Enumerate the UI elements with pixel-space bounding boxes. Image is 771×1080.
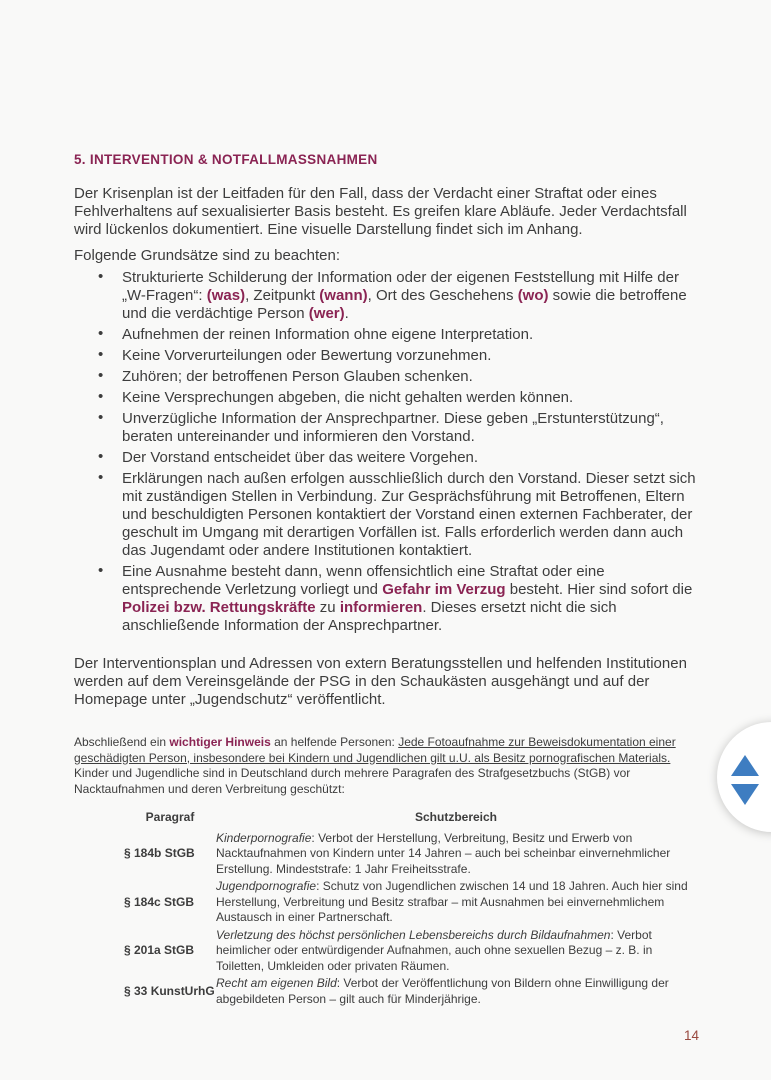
text-segment: . [344, 305, 349, 322]
text-segment: : Verbot der Herstellung, Verbreitung, Besitz und Erwerb von Nacktaufnahmen von Kindern unter 14 Jahren – auch bei scheinbar einvernehmlicher Erstellung. Mindeststrafe: 1 Jahr Freiheitsstrafe. [216, 830, 671, 876]
row-paragraph-label: § 201a StGB [124, 943, 195, 957]
text-segment: , Ort des Geschehens [367, 287, 518, 304]
scroll-down-icon[interactable] [731, 784, 759, 805]
text-segment: Erklärungen nach außen erfolgen ausschließlich durch den Vorstand. Dieser setzt sich mit zuständigen Stellen in Verbindung. Zur Gesprächsführung mit Betroffenen, Eltern und beschuldigten Personen kontaktiert der Vorstand einen externen Fachberater, der geschult im Umgang mit derartigen Vorfällen ist. Falls erforderlich werden dann auch das Jugendamt oder andere Institutionen kontaktiert. [122, 470, 696, 559]
header-cell-paragraf: Paragraf [145, 810, 195, 824]
intro-paragraph: Der Krisenplan ist der Leitfaden für den Fall, dass der Verdacht einer Straftat oder eines Fehlverhaltens auf sexualisierter Basis besteht. Es greifen klare Abläufe. Jeder Verdachtsfall wird lückenlos dokumentiert. Eine visuelle Darstellung findet sich im Anhang. [74, 185, 687, 238]
text-segment: Der Vorstand entscheidet über das weitere Vorgehen. [122, 449, 479, 466]
text-segment: Keine Versprechungen abgeben, die nicht gehalten werden können. [122, 389, 574, 406]
principles-lead-in: Folgende Grundsätze sind zu beachten: [74, 247, 341, 264]
text-segment: Recht am eigenen Bild [216, 976, 337, 990]
row-description [216, 928, 696, 975]
table-row [124, 879, 696, 926]
text-segment: Verletzung des höchst persönlichen Lebensbereichs durch Bildaufnahmen [216, 927, 611, 942]
row-paragraph-label: § 184c StGB [124, 894, 195, 909]
list-item [74, 410, 699, 446]
notice-paragraph [74, 735, 699, 797]
text-segment: besteht. Hier sind sofort die [505, 581, 693, 598]
text-segment: Aufnehmen der reinen Information ohne eigene Interpretation. [122, 326, 534, 343]
row-description [216, 879, 696, 926]
text-segment: Gefahr im Verzug [382, 581, 506, 598]
principles-list [74, 269, 699, 635]
text-segment: wichtiger Hinweis [169, 735, 271, 749]
table-row [124, 831, 696, 878]
text-segment: sowie die betroffene und die verdächtige Person [122, 287, 687, 322]
text-segment: Jugendpornografie [216, 879, 317, 893]
list-item [74, 326, 699, 344]
text-segment: , Zeitpunkt [245, 287, 320, 304]
list-item [74, 368, 699, 386]
text-segment: (wo) [517, 287, 549, 304]
text-segment: Strukturierte Schilderung der Information oder der eigenen Feststellung mit Hilfe der „W-Fragen“: [122, 269, 679, 304]
table-row [124, 928, 696, 975]
text-segment: : Schutz von Jugendlichen zwischen 14 und 18 Jahren. Auch hier sind Herstellung, Verbreitung und Besitz strafbar – mit Ausnahmen bei einvernehmlichem Austausch in einer Partnerschaft. [216, 879, 688, 924]
list-item [74, 269, 699, 323]
page-number: 14 [683, 1028, 699, 1043]
section-title: 5. INTERVENTION & NOTFALLMASSNAHMEN [74, 152, 378, 167]
text-segment: Eine Ausnahme besteht dann, wenn offensichtlich eine Straftat oder eine entsprechende Verletzung vorliegt und [122, 563, 605, 598]
text-segment: (wer) [308, 305, 345, 322]
plan-paragraph: Der Interventionsplan und Adressen von extern Beratungsstellen und helfenden Institutionen werden auf dem Vereinsgelände der PSG in den Schaukästen ausgehängt und auf der Homepage unter „Jugendschutz“ veröffentlicht. [74, 655, 687, 708]
text-segment: Keine Vorverurteilungen oder Bewertung vorzunehmen. [122, 347, 492, 364]
row-paragraph-label: § 184b StGB [124, 846, 195, 860]
text-segment: Unverzügliche Information der Ansprechpartner. Diese geben „Erstunterstützung“, beraten untereinander und informieren den Vorstand. [122, 410, 664, 445]
text-segment: Kinder und Jugendliche sind in Deutschland durch mehrere Paragrafen des Strafgesetzbuchs (StGB) vor Nacktaufnahmen und deren Verbreitung geschützt: [74, 766, 631, 796]
text-segment: zu [315, 599, 340, 616]
list-item [74, 449, 699, 467]
list-item [74, 470, 699, 560]
law-table-header [124, 810, 696, 826]
text-segment: Abschließend ein [74, 735, 170, 749]
row-paragraph-label: § 33 KunstUrhG [124, 983, 215, 998]
header-cell-schutzbereich: Schutzbereich [414, 810, 498, 824]
list-item [74, 389, 699, 407]
row-description [216, 831, 696, 878]
list-item [74, 347, 699, 365]
text-segment: : Verbot heimlicher oder entwürdigender Aufnahmen, auch ohne sexuellen Bezug – z. B. in Toiletten, Umkleiden oder privaten Räumen. [216, 927, 653, 973]
table-row [124, 976, 696, 1007]
text-segment: : Verbot der Veröffentlichung von Bildern ohne Einwilligung der abgebildeten Person – gilt auch für Minderjährige. [216, 976, 669, 1006]
text-segment: an helfende Personen: [270, 735, 399, 749]
list-item [74, 563, 699, 635]
text-segment: Kinderpornografie [216, 830, 312, 845]
law-table-body [124, 831, 696, 1008]
text-segment: (wann) [319, 287, 368, 304]
scroll-up-icon[interactable] [731, 755, 759, 776]
text-segment: Zuhören; der betroffenen Person Glauben schenken. [122, 368, 473, 385]
text-segment: . Dieses ersetzt nicht die sich anschließende Information der Ansprechpartner. [122, 599, 617, 634]
text-segment: informieren [339, 599, 423, 616]
text-segment: Polizei bzw. Rettungskräfte [122, 599, 316, 616]
text-segment: (was) [206, 287, 246, 304]
text-segment: Jede Fotoaufnahme zur Beweisdokumentation einer geschädigten Person, insbesondere bei Kindern und Jugendlichen gilt u.U. als Besitz pornografischen Materials. [74, 735, 676, 765]
row-description [216, 976, 696, 1007]
law-table [124, 810, 696, 1007]
